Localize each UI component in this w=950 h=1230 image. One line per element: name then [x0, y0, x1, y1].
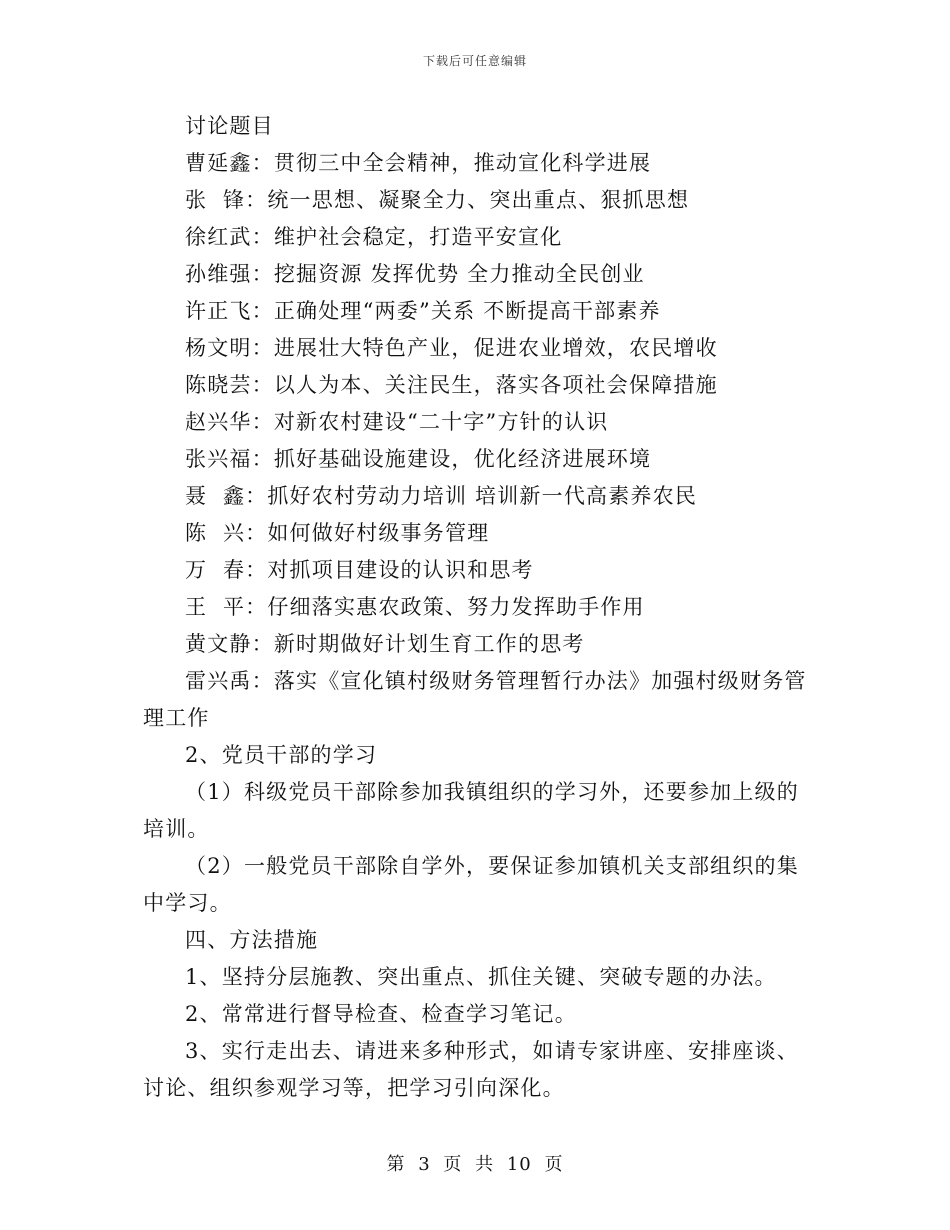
topic-speaker: 陈晓芸：: [185, 373, 274, 397]
topic-text: 对新农村建设“二十字”方针的认识: [273, 410, 609, 434]
topic-item: [143, 663, 808, 737]
topic-item: [143, 256, 808, 293]
topic-text: 以人为本、关注民生，落实各项社会保障措施: [273, 373, 718, 397]
topic-text: 统一思想、凝聚全力、突出重点、狠抓思想: [267, 188, 690, 212]
topic-text: 如何做好村级事务管理: [267, 521, 490, 545]
topic-speaker: 曹延鑫：: [185, 151, 274, 175]
topic-speaker: 聂 鑫：: [185, 484, 268, 508]
topic-item: [143, 626, 808, 663]
section-item: （1）科级党员干部除参加我镇组织的学习外，还要参加上级的培训。: [143, 780, 799, 841]
page-header: 下载后可任意编辑: [422, 54, 527, 68]
topic-text: 抓好基础设施建设，优化经济进展环境: [273, 447, 652, 471]
topic-speaker: 赵兴华：: [185, 410, 274, 434]
section-item: 2、常常进行督导检查、检查学习笔记。: [185, 1002, 577, 1026]
topic-text: 落实《宣化镇村级财务管理暂行办法》加强村级财务管理工作: [143, 669, 807, 730]
section-heading: 四、方法措施: [185, 928, 319, 952]
topic-text: 贯彻三中全会精神，推动宣化科学进展: [273, 151, 652, 175]
topic-speaker: 徐红武：: [185, 225, 274, 249]
topic-speaker: 黄文静：: [185, 632, 274, 656]
topic-text: 维护社会稳定，打造平安宣化: [273, 225, 563, 249]
topic-speaker: 王 平：: [185, 595, 268, 619]
topic-speaker: 张兴福：: [185, 447, 274, 471]
page-footer: 第 3 页 共 10 页: [386, 1154, 564, 1175]
topic-item: [143, 404, 808, 441]
topic-speaker: 雷兴禹：: [185, 669, 274, 693]
section-item: 1、坚持分层施教、突出重点、抓住关键、突破专题的办法。: [185, 965, 777, 989]
topic-item: [143, 219, 808, 256]
topic-item: [143, 330, 808, 367]
topic-item: [143, 145, 808, 182]
topic-text: 正确处理“两委”关系 不断提高干部素养: [273, 299, 661, 323]
topic-speaker: 万 春：: [185, 558, 268, 582]
topic-speaker: 孙维强：: [185, 262, 274, 286]
topic-speaker: 许正飞：: [185, 299, 274, 323]
document-body: [143, 108, 808, 1107]
topic-speaker: 杨文明：: [185, 336, 274, 360]
discussion-title: 讨论题目: [185, 114, 274, 138]
topic-item: [143, 552, 808, 589]
topic-item: [143, 441, 808, 478]
topic-text: 仔细落实惠农政策、努力发挥助手作用: [267, 595, 645, 619]
topic-text: 抓好农村劳动力培训 培训新一代高素养农民: [267, 484, 698, 508]
section-item: 3、实行走出去、请进来多种形式，如请专家讲座、安排座谈、讨论、组织参观学习等，把学习引向深化。: [143, 1039, 799, 1100]
topic-item: [143, 367, 808, 404]
topic-text: 新时期做好计划生育工作的思考: [273, 632, 585, 656]
topic-item: [143, 515, 808, 552]
topic-text: 挖掘资源 发挥优势 全力推动全民创业: [273, 262, 645, 286]
topic-item: [143, 182, 808, 219]
topic-speaker: 张 锋：: [185, 188, 268, 212]
topic-text: 进展壮大特色产业，促进农业增效，农民增收: [273, 336, 718, 360]
topic-item: [143, 293, 808, 330]
topic-item: [143, 589, 808, 626]
topic-speaker: 陈 兴：: [185, 521, 268, 545]
topic-item: [143, 478, 808, 515]
topic-text: 对抓项目建设的认识和思考: [267, 558, 534, 582]
section-heading: 2、党员干部的学习: [185, 743, 378, 767]
section-item: （2）一般党员干部除自学外，要保证参加镇机关支部组织的集中学习。: [143, 854, 799, 915]
